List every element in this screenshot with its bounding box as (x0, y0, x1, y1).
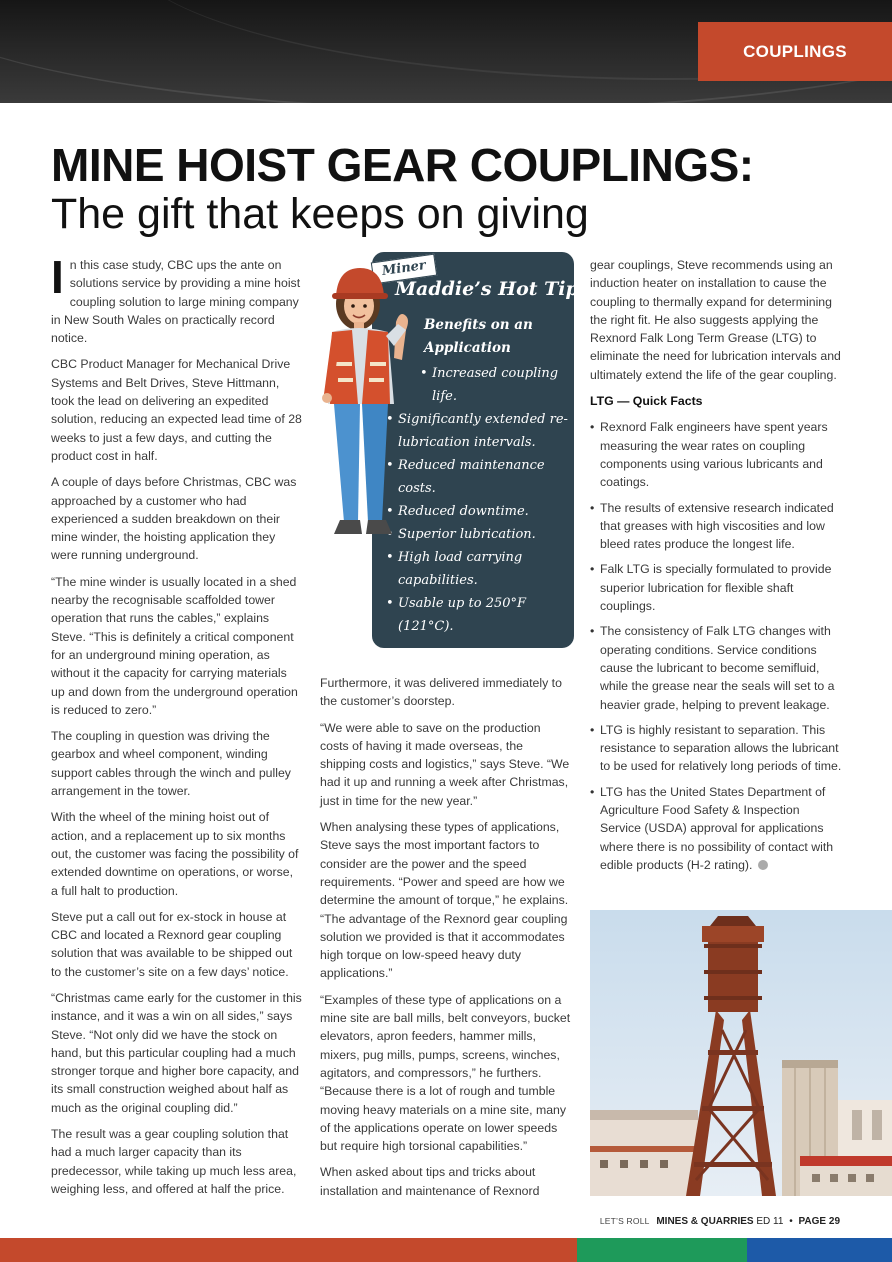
footer-magazine: MINES & QUARRIES (656, 1216, 754, 1227)
section-tab: COUPLINGS (698, 22, 892, 81)
mine-hoist-tower-photo (590, 910, 892, 1196)
paragraph: “The mine winder is usually located in a shed nearby the recognisable scaffolded tower operation that runs the cables,” explains Steve. “This is definitely a critical component for an underground mining operation, as without it the capacity for carrying materials up and down from the underground operation is reduced to zero.” (51, 574, 298, 717)
end-mark-icon (758, 860, 768, 870)
benefits-heading: Benefits on an Application (424, 317, 533, 356)
footer-bullet: • (789, 1216, 793, 1227)
fact-text: LTG has the United States Department of Agriculture Food Safety & Inspection Service (USDA) approval for applications where there is no possibility of contact with edible products (H-2 rating). (600, 784, 834, 872)
tip-item: • Significantly extended re-lubrication intervals. (386, 408, 568, 454)
fact-item: • LTG is highly resistant to separation. This resistance to separation allows the lubricant to be used for relatively long periods of time. (590, 721, 842, 776)
drop-cap: I (51, 251, 64, 303)
paragraph: Furthermore, it was delivered immediately to the customer’s doorstep. (320, 676, 562, 709)
paragraph: With the wheel of the mining hoist out of action, and a replacement up to six months out, the customer was facing the possibility of extended downtime on operations, or worse, a full halt to production. (51, 810, 299, 898)
tip-item: • High load carrying capabilities. (386, 546, 568, 592)
hot-tip-heading: Maddie’s Hot Tip (395, 278, 579, 300)
paragraph (51, 251, 303, 347)
tip-item: • Reduced maintenance costs. (386, 454, 568, 500)
facts-heading: LTG — Quick Facts (590, 394, 703, 409)
tip-item: • Superior lubrication. (386, 523, 568, 546)
paragraph: “We were able to save on the production costs of having it made overseas, the shipping costs and logistics,” says Steve. “We had it up and running a week after Christmas, just in time for the new year.” (320, 720, 570, 808)
fact-item (590, 783, 842, 874)
band-segment-red (0, 1238, 577, 1262)
paragraph: Steve put a call out for ex-stock in house at CBC and located a Rexnord gear coupling solution that was available to be shipped out to the customer’s site on a few days’ notice. (51, 909, 293, 979)
tip-item: • Increased coupling life. (386, 362, 568, 408)
miner-character-illustration (318, 262, 418, 547)
paragraph: The coupling in question was driving the gearbox and wheel component, winding support cables through the winch and pulley arrangement in the tower. (51, 729, 291, 799)
article-column-2 (320, 674, 572, 1208)
bottom-color-band (0, 1238, 892, 1262)
miner-tag: Miner (371, 254, 437, 285)
paragraph-text: n this case study, CBC ups the ante on solutions service by providing a mine hoist coupling solution to large mining company in New South Wales on practically record notice. (51, 258, 301, 346)
article-title: MINE HOIST GEAR COUPLINGS: (51, 139, 754, 191)
band-segment-green (577, 1238, 747, 1262)
page-footer (600, 1216, 840, 1227)
fact-item: • Falk LTG is specially formulated to provide superior lubrication for flexible shaft couplings. (590, 560, 842, 615)
paragraph: CBC Product Manager for Mechanical Drive Systems and Belt Drives, Steve Hittmann, took the lead on delivering an expedited solution, reducing an expected lead time of 28 weeks to just a few days, and cutting the product cost in half. (51, 357, 302, 463)
fact-item: • The consistency of Falk LTG changes with operating conditions. Service conditions cause the lubricant to become semifluid, while the grease near the seals will set to a heavier grade, helping to prevent leakage. (590, 622, 842, 713)
article-column-1 (51, 251, 303, 1206)
paragraph: When asked about tips and tricks about installation and maintenance of Rexnord (320, 1165, 540, 1198)
fact-item: • Rexnord Falk engineers have spent years measuring the wear rates on coupling components using various lubricants and coatings. (590, 418, 842, 491)
facts-list (590, 418, 842, 874)
footer-edition: ED 11 (756, 1216, 784, 1227)
paragraph: “Christmas came early for the customer in this instance, and it was a win on all sides,” says Steve. “Not only did we have the stock on hand, but this particular coupling had a much stronger torque and higher bore capacity, and its small construction weighed about half as much as the original coupling did.” (51, 990, 302, 1115)
fact-item: • The results of extensive research indicated that greases with high viscosities and low bleed rates produce the longest life. (590, 499, 842, 554)
footer-lets-roll: LET’S ROLL (599, 1216, 650, 1226)
paragraph: gear couplings, Steve recommends using an induction heater on installation to cause the coupling to thermally expand for determining the right fit. He also suggests applying the Rexnord Falk Long Term Grease (LTG) to eliminate the need for lubrication intervals and ultimately extend the life of the gear coupling. (590, 258, 841, 382)
paragraph: “Examples of these type of applications on a mine site are ball mills, belt conveyors, bucket elevators, apron feeders, hammer mills, mixers, pug mills, pumps, screens, winches, agitators, and compressors,” he furthers. “Because there is a lot of rough and tumble moving heavy materials on a mine site, many of the applications operate on lower speeds but require high torsional capabilities.” (320, 992, 571, 1154)
paragraph: When analysing these types of applications, Steve says the most important factors to consider are the power and the speed requirements. “Power and speed are how we determine the amount of torque,” he explains. “The advantage of the Rexnord gear coupling solution we provided is that it accommodates high torque on low-speed heavy duty applications.” (320, 820, 569, 981)
tip-item: • Usable up to 250°F (121°C). (386, 592, 568, 638)
tip-item: • Reduced downtime. (386, 500, 568, 523)
article-column-3 (590, 256, 842, 881)
footer-page-number: PAGE 29 (798, 1216, 840, 1227)
article-subtitle: The gift that keeps on giving (51, 190, 589, 238)
band-segment-blue (747, 1238, 892, 1262)
paragraph: The result was a gear coupling solution that had a much larger capacity than its predecessor, while taking up much less area, weighing less, and offered at half the price. (51, 1127, 297, 1196)
paragraph: A couple of days before Christmas, CBC was approached by a customer who had experienced a sudden breakdown on their mine winder, the hoisting application they were running underground. (51, 475, 297, 563)
